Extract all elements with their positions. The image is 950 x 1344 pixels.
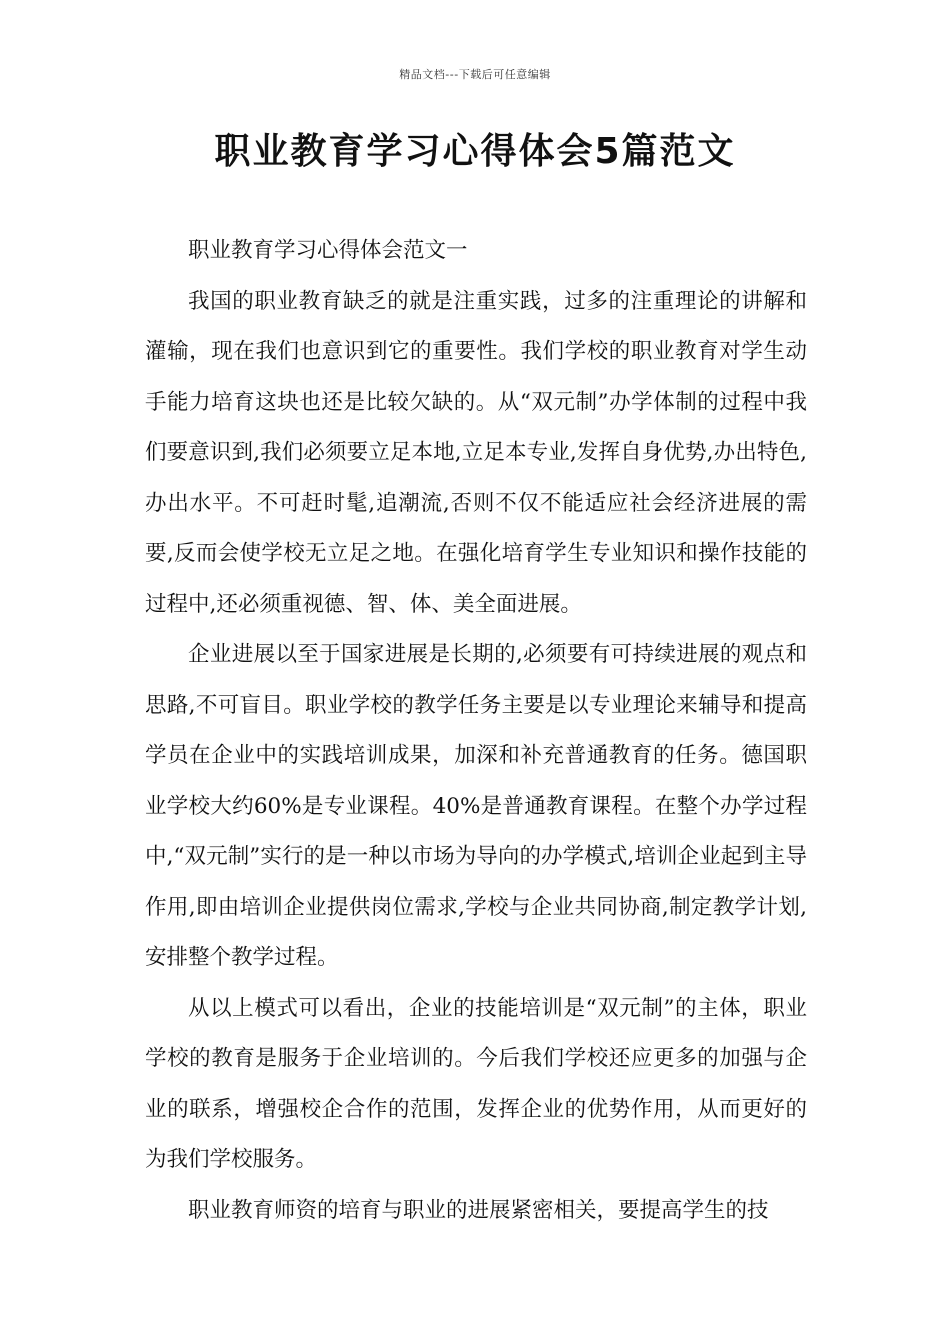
header-note: 精品文档---下载后可任意编辑 <box>399 68 551 81</box>
paragraph: 企业进展以至于国家进展是长期的,必须要有可持续进展的观点和思路,不可盲目。职业学校的教学任务主要是以专业理论来辅导和提高学员在企业中的实践培训成果，加深和补充普通教育的任务。德国职业学校大约60%是专业课程。40%是普通教育课程。在整个办学过程中,“双元制”实行的是一种以市场为导向的办学模式,培训企业起到主导作用,即由培训企业提供岗位需求,学校与企业共同协商,制定教学计划,安排整个教学过程。 <box>145 642 807 970</box>
paragraph: 我国的职业教育缺乏的就是注重实践，过多的注重理论的讲解和灌输，现在我们也意识到它的重要性。我们学校的职业教育对学生动手能力培育这块也还是比较欠缺的。从“双元制”办学体制的过程中我们要意识到,我们必须要立足本地,立足本专业,发挥自身优势,办出特色,办出水平。不可赶时髦,追潮流,否则不仅不能适应社会经济进展的需要,反而会使学校无立足之地。在强化培育学生专业知识和操作技能的过程中,还必须重视德、智、体、美全面进展。 <box>145 288 807 617</box>
paragraph: 从以上模式可以看出，企业的技能培训是“双元制”的主体，职业学校的教育是服务于企业培训的。今后我们学校还应更多的加强与企业的联系，增强校企合作的范围，发挥企业的优势作用，从而更好的为我们学校服务。 <box>145 995 807 1172</box>
section-heading: 职业教育学习心得体会范文一 <box>188 238 468 263</box>
paragraph: 职业教育师资的培育与职业的进展紧密相关，要提高学生的技 <box>188 1197 769 1223</box>
document-body <box>145 226 807 1236</box>
document-title: 职业教育学习心得体会5篇范文 <box>214 131 736 172</box>
